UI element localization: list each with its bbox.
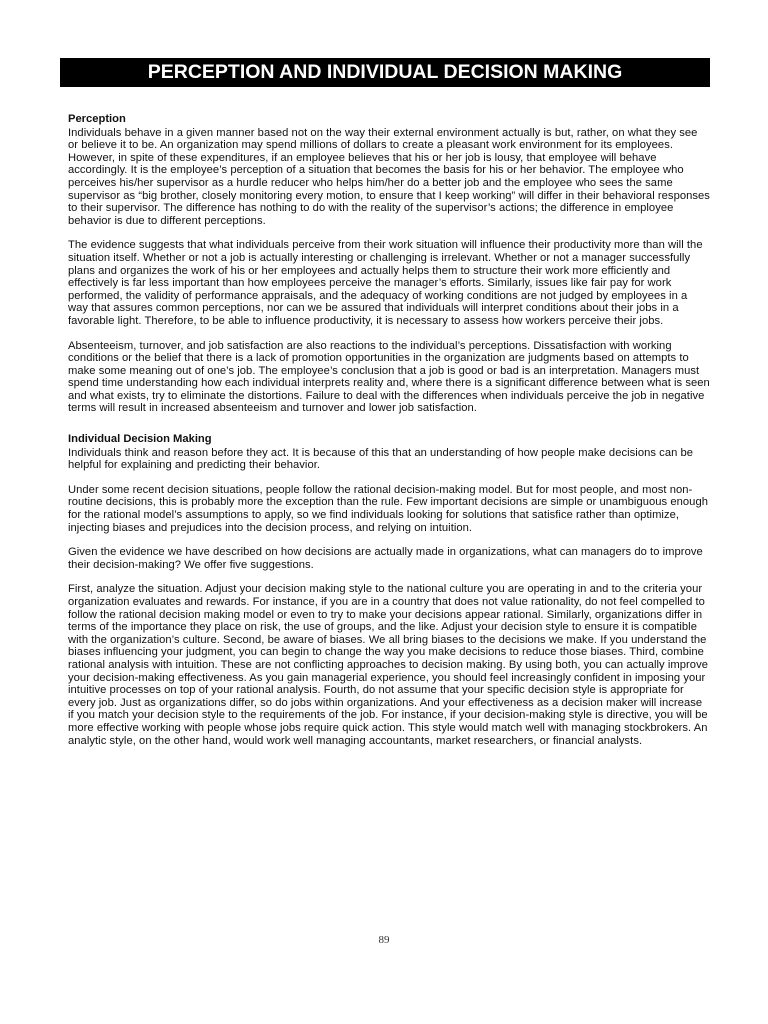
paragraph: Given the evidence we have described on how decisions are actually made in organizations, what can managers do to improve their decision-making? We offer five suggestions. xyxy=(68,546,703,571)
document-title: PERCEPTION AND INDIVIDUAL DECISION MAKING xyxy=(60,58,710,87)
page-number: 89 xyxy=(378,934,390,946)
paragraph: Under some recent decision situations, people follow the rational decision-making model. But for most people, and most non-routine decisions, this is probably more the exception than the rule. Few important decisions are simple or unambiguous enough for the rational model’s assumptions to apply, so we find individuals looking for solutions that satisfice rather than optimize, injecting biases and prejudices into the decision process, and relying on intuition. xyxy=(68,483,708,534)
paragraph: Individuals think and reason before they act. It is because of this that an understanding of how people make decisions can be helpful for explaining and predicting their behavior. xyxy=(68,446,694,472)
paragraph: The evidence suggests that what individuals perceive from their work situation will influence their productivity more than will the situation itself. Whether or not a job is actually interesting or challenging is irrelevant. Whether or not a manager successfully plans and organizes the work of his or her employees and actually helps them to structure their work more efficiently and effectively is far less important than how employees perceive the manager’s efforts. Similarly, issues like fair pay for work performed, the validity of performance appraisals, and the adequacy of working conditions are not judged by employees in a way that assures common perceptions, nor can we be assured that individuals will interpret conditions about their jobs in a favorable light. Therefore, to be able to influence productivity, it is necessary to assess how workers perceive their jobs. xyxy=(68,239,703,327)
paragraph: Individuals behave in a given manner based not on the way their external environment actually is but, rather, on what they see or believe it to be. An organization may spend millions of dollars to create a pleasant work environment for its employees. However, in spite of these expenditures, if an employee believes that his or her job is lousy, that employee will behave accordingly. It is the employee’s perception of a situation that becomes the basis for his or her behavior. The employee who perceives his/her supervisor as a hurdle reducer who helps him/her do a better job and the employee who sees the same supervisor as “big brother, closely monitoring every motion, to ensure that I keep working” will differ in their behavioral responses to their supervisor. The difference has nothing to do with the reality of the supervisor’s actions; the difference in employee behavior is due to different perceptions. xyxy=(68,126,710,227)
document-page xyxy=(60,58,710,759)
section-perception xyxy=(68,113,710,415)
section-individual-decision-making xyxy=(68,433,710,747)
paragraph: Absenteeism, turnover, and job satisfaction are also reactions to the individual’s perceptions. Dissatisfaction with working conditions or the belief that there is a lack of promotion opportunities in the organization are judgments based on attempts to make some meaning out of one’s job. The employee’s conclusion that a job is good or bad is an interpretation. Managers must spend time understanding how each individual interprets reality and, where there is a significant difference between what is seen and what exists, try to eliminate the distortions. Failure to deal with the differences when individuals perceive the job in negative terms will result in increased absenteeism and turnover and lower job satisfaction. xyxy=(68,339,710,415)
section-heading: Perception xyxy=(68,113,126,125)
paragraph: First, analyze the situation. Adjust your decision making style to the national culture you are operating in and to the criteria your organization evaluates and rewards. For instance, if you are in a country that does not value rationality, do not feel compelled to follow the rational decision making model or even to try to make your decisions appear rational. Similarly, organizations differ in terms of the importance they place on risk, the use of groups, and the like. Adjust your decision style to ensure it is compatible with the organization’s culture. Second, be aware of biases. We all bring biases to the decisions we make. If you understand the biases influencing your judgment, you can begin to change the way you make decisions to reduce those biases. Third, combine rational analysis with intuition. These are not conflicting approaches to decision making. By using both, you can actually improve your decision-making effectiveness. As you gain managerial experience, you should feel increasingly confident in imposing your intuitive processes on top of your rational analysis. Fourth, do not assume that your specific decision style is appropriate for every job. Just as organizations differ, so do jobs within organizations. And your effectiveness as a decision maker will increase if you match your decision style to the requirements of the job. For instance, if your decision-making style is directive, you will be more effective working with people whose jobs require quick action. This style would match well with managing stockbrokers. An analytic style, on the other hand, would work well managing accountants, market researchers, or financial analysts. xyxy=(68,583,708,747)
section-heading: Individual Decision Making xyxy=(68,433,212,446)
